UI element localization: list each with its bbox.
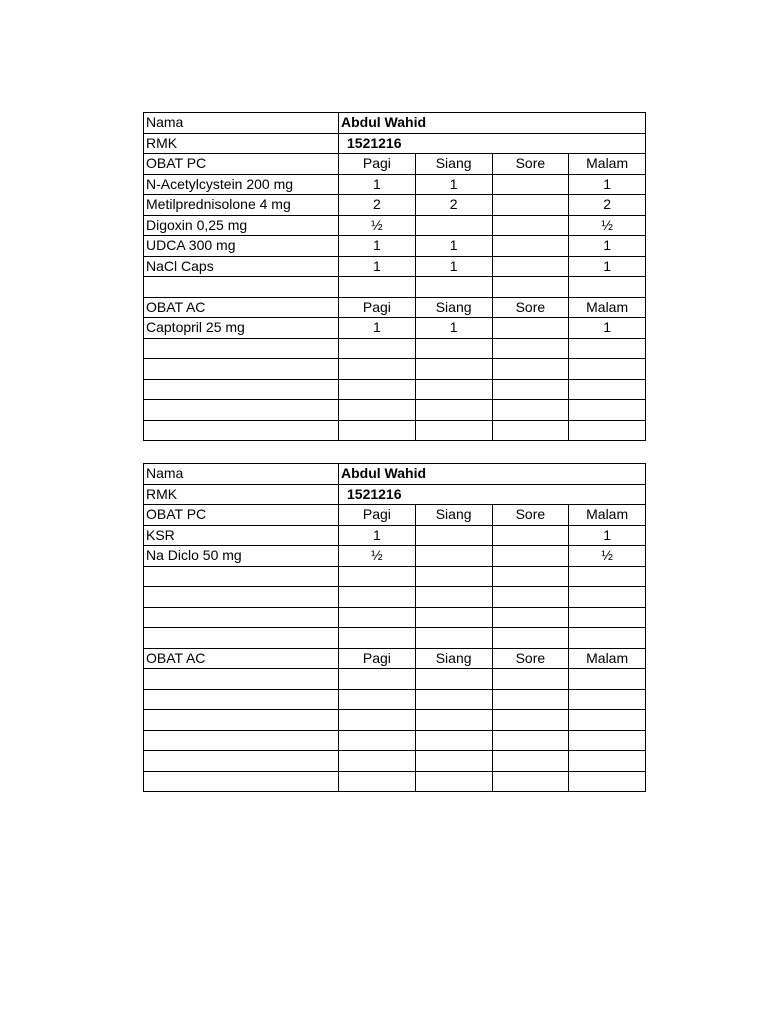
medication-name: [144, 751, 339, 772]
medication-row: [144, 689, 646, 710]
dose-sore: [492, 669, 569, 690]
medication-sheet-1: [143, 112, 646, 441]
medication-row: [144, 420, 646, 441]
section-label-pc: OBAT PC: [144, 505, 339, 526]
medication-name: [144, 338, 339, 359]
section-label-ac: OBAT AC: [144, 297, 339, 318]
dose-sore: [492, 730, 569, 751]
medication-row: [144, 379, 646, 400]
medication-row: [144, 400, 646, 421]
patient-name: Abdul Wahid: [339, 113, 646, 134]
rmk-label: RMK: [144, 484, 339, 505]
dose-pagi: [339, 628, 416, 649]
dose-siang: [415, 546, 492, 567]
dose-pagi: [339, 379, 416, 400]
medication-name: [144, 359, 339, 380]
section-header-ac: [144, 297, 646, 318]
dose-siang: [415, 607, 492, 628]
dose-malam: [569, 710, 646, 731]
medication-name: KSR: [144, 525, 339, 546]
medication-row: [144, 628, 646, 649]
column-header-pagi: Pagi: [339, 648, 416, 669]
dose-siang: 2: [415, 195, 492, 216]
dose-malam: 1: [569, 174, 646, 195]
medication-name: [144, 400, 339, 421]
sheet-body: [144, 464, 646, 792]
medication-sheet-2: [143, 463, 646, 792]
dose-pagi: ½: [339, 215, 416, 236]
dose-malam: [569, 689, 646, 710]
column-header-pagi: Pagi: [339, 505, 416, 526]
section-header-ac: [144, 648, 646, 669]
dose-sore: [492, 256, 569, 277]
dose-pagi: 1: [339, 174, 416, 195]
dose-pagi: [339, 338, 416, 359]
medication-name: Digoxin 0,25 mg: [144, 215, 339, 236]
dose-pagi: [339, 689, 416, 710]
medication-name: N-Acetylcystein 200 mg: [144, 174, 339, 195]
dose-siang: [415, 689, 492, 710]
column-header-sore: Sore: [492, 505, 569, 526]
rmk-row: [144, 133, 646, 154]
dose-pagi: [339, 420, 416, 441]
dose-sore: [492, 195, 569, 216]
column-header-siang: Siang: [415, 505, 492, 526]
dose-siang: [415, 628, 492, 649]
dose-sore: [492, 689, 569, 710]
dose-malam: ½: [569, 215, 646, 236]
dose-pagi: [339, 566, 416, 587]
medication-row: [144, 771, 646, 792]
medication-row: [144, 256, 646, 277]
medication-name: [144, 277, 339, 298]
medication-row: [144, 318, 646, 339]
dose-malam: [569, 400, 646, 421]
dose-malam: 2: [569, 195, 646, 216]
dose-sore: [492, 400, 569, 421]
dose-siang: [415, 566, 492, 587]
dose-siang: [415, 751, 492, 772]
rmk-number: 1521216: [339, 484, 646, 505]
patient-name: Abdul Wahid: [339, 464, 646, 485]
column-header-malam: Malam: [569, 505, 646, 526]
dose-siang: 1: [415, 174, 492, 195]
dose-sore: [492, 710, 569, 731]
dose-sore: [492, 546, 569, 567]
medication-name: [144, 420, 339, 441]
medication-row: [144, 566, 646, 587]
medication-row: [144, 607, 646, 628]
medication-name: NaCl Caps: [144, 256, 339, 277]
dose-pagi: [339, 669, 416, 690]
nama-label: Nama: [144, 113, 339, 134]
dose-malam: [569, 730, 646, 751]
dose-pagi: [339, 277, 416, 298]
medication-row: [144, 525, 646, 546]
dose-pagi: [339, 771, 416, 792]
medication-name: UDCA 300 mg: [144, 236, 339, 257]
dose-sore: [492, 379, 569, 400]
medication-name: [144, 628, 339, 649]
dose-sore: [492, 751, 569, 772]
medication-name: [144, 587, 339, 608]
dose-malam: [569, 771, 646, 792]
dose-sore: [492, 174, 569, 195]
dose-pagi: [339, 400, 416, 421]
dose-sore: [492, 338, 569, 359]
rmk-number: 1521216: [339, 133, 646, 154]
medication-name: [144, 669, 339, 690]
dose-pagi: ½: [339, 546, 416, 567]
column-header-malam: Malam: [569, 297, 646, 318]
medication-row: [144, 174, 646, 195]
dose-sore: [492, 607, 569, 628]
medication-row: [144, 195, 646, 216]
dose-malam: 1: [569, 256, 646, 277]
dose-pagi: 1: [339, 525, 416, 546]
dose-pagi: [339, 730, 416, 751]
dose-pagi: [339, 587, 416, 608]
dose-siang: [415, 359, 492, 380]
dose-sore: [492, 566, 569, 587]
medication-row: [144, 669, 646, 690]
dose-siang: [415, 400, 492, 421]
dose-malam: [569, 669, 646, 690]
dose-malam: [569, 628, 646, 649]
dose-sore: [492, 771, 569, 792]
dose-sore: [492, 525, 569, 546]
dose-siang: [415, 277, 492, 298]
medication-name: [144, 379, 339, 400]
section-label-pc: OBAT PC: [144, 154, 339, 175]
dose-malam: [569, 379, 646, 400]
section-header-pc: [144, 154, 646, 175]
column-header-sore: Sore: [492, 297, 569, 318]
dose-pagi: 1: [339, 318, 416, 339]
dose-malam: [569, 359, 646, 380]
medication-name: [144, 771, 339, 792]
medication-name: [144, 730, 339, 751]
dose-siang: [415, 338, 492, 359]
dose-sore: [492, 587, 569, 608]
column-header-sore: Sore: [492, 648, 569, 669]
sheet-body: [144, 113, 646, 441]
dose-sore: [492, 359, 569, 380]
dose-sore: [492, 277, 569, 298]
nama-label: Nama: [144, 464, 339, 485]
dose-siang: [415, 420, 492, 441]
dose-siang: [415, 525, 492, 546]
dose-malam: ½: [569, 546, 646, 567]
dose-malam: [569, 420, 646, 441]
dose-malam: 1: [569, 318, 646, 339]
column-header-siang: Siang: [415, 297, 492, 318]
dose-siang: 1: [415, 256, 492, 277]
dose-siang: 1: [415, 318, 492, 339]
column-header-siang: Siang: [415, 648, 492, 669]
column-header-sore: Sore: [492, 154, 569, 175]
dose-siang: [415, 379, 492, 400]
dose-sore: [492, 318, 569, 339]
column-header-pagi: Pagi: [339, 297, 416, 318]
dose-siang: [415, 710, 492, 731]
dose-malam: [569, 566, 646, 587]
dose-malam: [569, 607, 646, 628]
dose-pagi: [339, 607, 416, 628]
dose-siang: [415, 730, 492, 751]
dose-pagi: [339, 359, 416, 380]
medication-row: [144, 359, 646, 380]
column-header-malam: Malam: [569, 154, 646, 175]
dose-sore: [492, 236, 569, 257]
medication-row: [144, 338, 646, 359]
dose-sore: [492, 420, 569, 441]
nama-row: [144, 464, 646, 485]
dose-pagi: 1: [339, 236, 416, 257]
dose-pagi: [339, 751, 416, 772]
dose-malam: 1: [569, 525, 646, 546]
dose-pagi: [339, 710, 416, 731]
medication-row: [144, 751, 646, 772]
medication-row: [144, 277, 646, 298]
column-header-siang: Siang: [415, 154, 492, 175]
dose-siang: [415, 215, 492, 236]
column-header-pagi: Pagi: [339, 154, 416, 175]
medication-name: [144, 566, 339, 587]
dose-siang: 1: [415, 236, 492, 257]
medication-row: [144, 710, 646, 731]
medication-name: [144, 689, 339, 710]
medication-row: [144, 546, 646, 567]
medication-row: [144, 730, 646, 751]
dose-malam: [569, 751, 646, 772]
dose-siang: [415, 587, 492, 608]
medication-row: [144, 587, 646, 608]
dose-malam: 1: [569, 236, 646, 257]
dose-malam: [569, 338, 646, 359]
section-header-pc: [144, 505, 646, 526]
dose-malam: [569, 277, 646, 298]
dose-pagi: 2: [339, 195, 416, 216]
dose-malam: [569, 587, 646, 608]
medication-row: [144, 236, 646, 257]
dose-siang: [415, 669, 492, 690]
dose-siang: [415, 771, 492, 792]
medication-name: Na Diclo 50 mg: [144, 546, 339, 567]
rmk-row: [144, 484, 646, 505]
dose-pagi: 1: [339, 256, 416, 277]
nama-row: [144, 113, 646, 134]
medication-row: [144, 215, 646, 236]
medication-name: [144, 607, 339, 628]
column-header-malam: Malam: [569, 648, 646, 669]
medication-name: Captopril 25 mg: [144, 318, 339, 339]
rmk-label: RMK: [144, 133, 339, 154]
medication-name: Metilprednisolone 4 mg: [144, 195, 339, 216]
medication-name: [144, 710, 339, 731]
dose-sore: [492, 215, 569, 236]
section-label-ac: OBAT AC: [144, 648, 339, 669]
dose-sore: [492, 628, 569, 649]
